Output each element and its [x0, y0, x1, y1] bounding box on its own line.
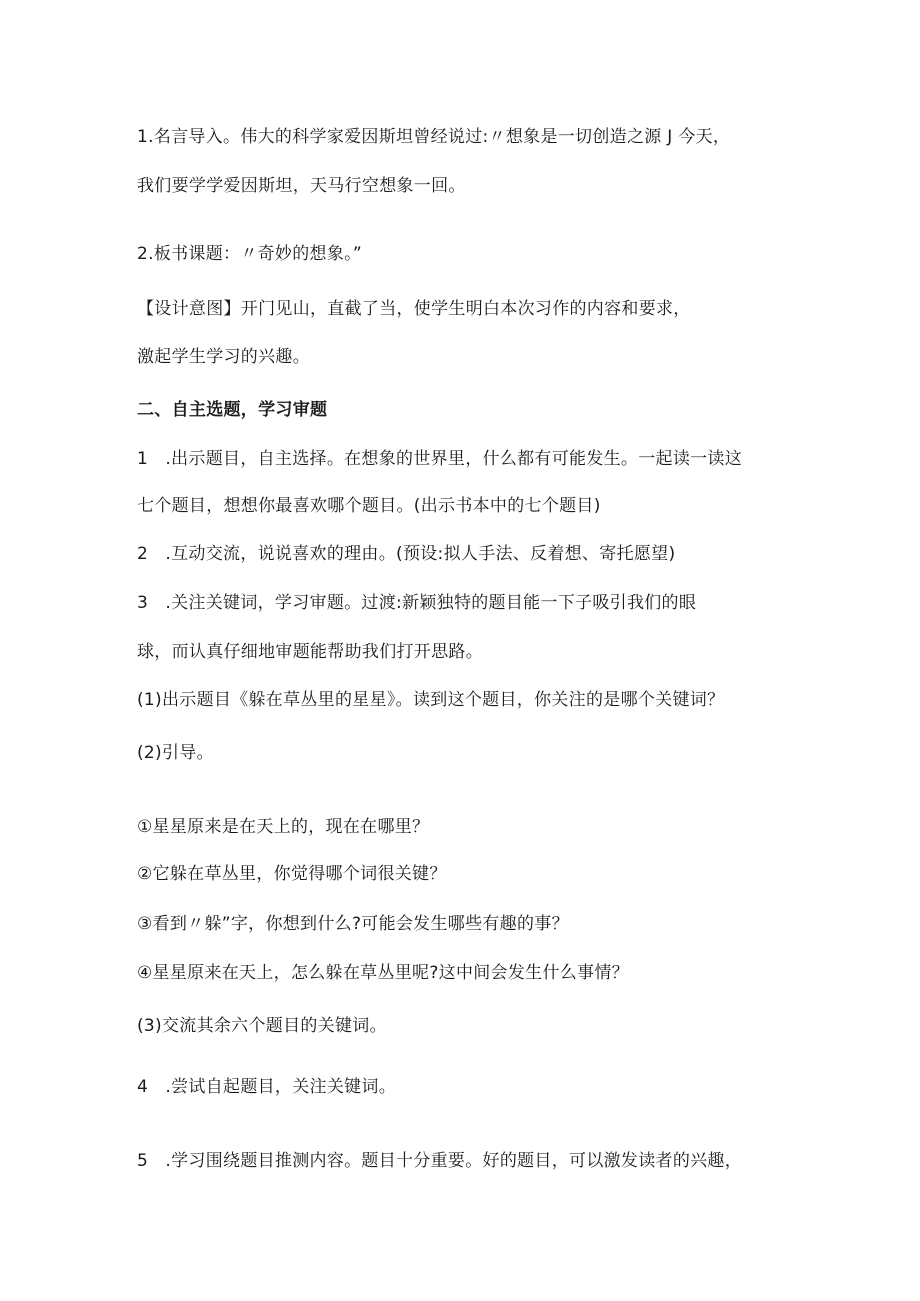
question-1: ①星星原来是在天上的，现在在哪里？ — [137, 817, 430, 837]
paragraph-quote-intro: 1.名言导入。伟大的科学家爱因斯坦曾经说过:〃想象是一切创造之源 J 今天， — [137, 127, 731, 147]
section-heading: 二、自主选题，学习审题 — [137, 400, 328, 420]
sub-item-3: (3)交流其余六个题目的关键词。 — [137, 1016, 387, 1036]
paragraph-board-title: 2.板书课题：〃奇妙的想象。” — [137, 244, 363, 264]
paragraph-design-intent-cont: 激起学生学习的兴趣。 — [137, 347, 310, 367]
sub-item-2: (2)引导。 — [137, 743, 214, 763]
list-item-3-cont: 球，而认真仔细地审题能帮助我们打开思路。 — [137, 642, 483, 662]
list-item-2: 2 .互动交流，说说喜欢的理由。(预设:拟人手法、反着想、寄托愿望) — [137, 544, 676, 564]
list-item-1: 1 .出示题目，自主选择。在想象的世界里，什么都有可能发生。一起读一读这 — [137, 449, 743, 469]
list-item-1-cont: 七个题目，想想你最喜欢哪个题目。(出示书本中的七个题目) — [137, 496, 601, 516]
question-3: ③看到〃躲”字，你想到什么?可能会发生哪些有趣的事？ — [137, 914, 569, 934]
sub-item-1: (1)出示题目《躲在草丛里的星星》。读到这个题目，你关注的是哪个关键词？ — [137, 690, 725, 710]
question-2: ②它躲在草丛里，你觉得哪个词很关键？ — [137, 864, 447, 884]
list-item-5: 5 .学习围绕题目推测内容。题目十分重要。好的题目，可以激发读者的兴趣， — [137, 1151, 743, 1171]
list-item-4: 4 .尝试自起题目，关注关键词。 — [137, 1077, 397, 1097]
list-item-3: 3 .关注关键词，学习审题。过渡:新颖独特的题目能一下子吸引我们的眼 — [137, 593, 697, 613]
paragraph-quote-intro-cont: 我们要学学爱因斯坦，天马行空想象一回。 — [137, 176, 466, 196]
paragraph-design-intent: 【设计意图】开门见山，直截了当，使学生明白本次习作的内容和要求， — [137, 299, 691, 319]
question-4: ④星星原来在天上，怎么躲在草丛里呢?这中间会发生什么事情？ — [137, 963, 629, 983]
